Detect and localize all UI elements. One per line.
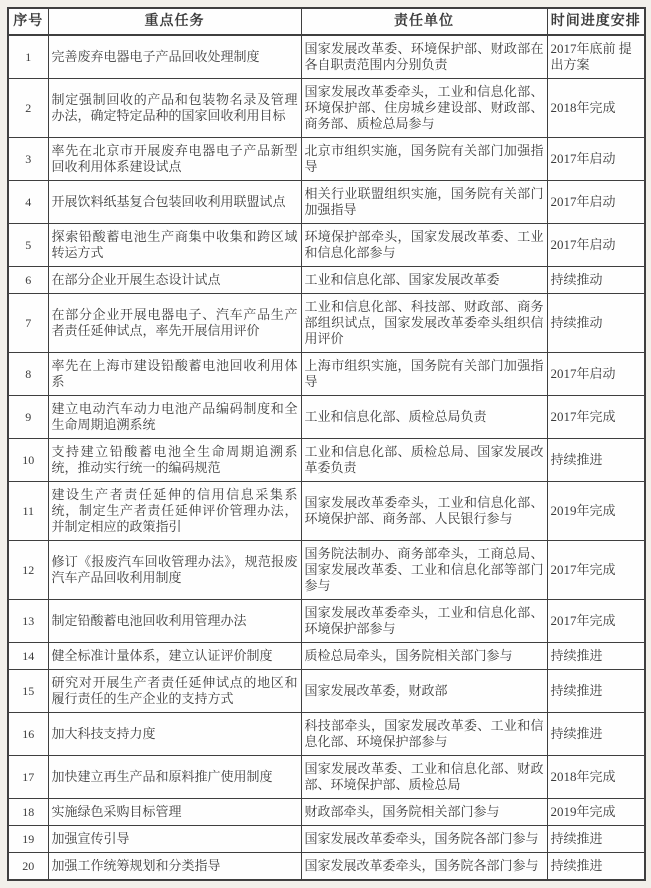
task-cell: 健全标准计量体系，建立认证评价制度 — [48, 643, 301, 670]
header-key-task: 重点任务 — [48, 8, 301, 35]
row-number-cell: 4 — [8, 181, 48, 224]
table-row — [8, 826, 645, 853]
schedule-cell: 2019年完成 — [547, 482, 645, 541]
task-cell: 研究对开展生产者责任延伸试点的地区和履行责任的生产企业的支持方式 — [48, 670, 301, 713]
unit-cell: 工业和信息化部、科技部、财政部、商务部组织试点，国家发展改革委牵头组织信用评价 — [301, 294, 547, 353]
schedule-cell: 持续推进 — [547, 826, 645, 853]
schedule-cell: 2017年完成 — [547, 541, 645, 600]
schedule-cell: 2017年启动 — [547, 224, 645, 267]
unit-cell: 相关行业联盟组织实施，国务院有关部门加强指导 — [301, 181, 547, 224]
table-row — [8, 670, 645, 713]
row-number-cell: 13 — [8, 600, 48, 643]
table-row — [8, 35, 645, 79]
schedule-cell: 2017年底前 提出方案 — [547, 35, 645, 79]
row-number-cell: 7 — [8, 294, 48, 353]
row-number-cell: 14 — [8, 643, 48, 670]
table-row — [8, 294, 645, 353]
row-number-cell: 1 — [8, 35, 48, 79]
row-number-cell: 12 — [8, 541, 48, 600]
table-row — [8, 181, 645, 224]
table-row — [8, 853, 645, 881]
unit-cell: 工业和信息化部、质检总局、国家发展改革委负责 — [301, 439, 547, 482]
schedule-cell: 2017年完成 — [547, 600, 645, 643]
key-tasks-table — [7, 7, 646, 881]
row-number-cell: 2 — [8, 79, 48, 138]
unit-cell: 环境保护部牵头，国家发展改革委、工业和信息化部参与 — [301, 224, 547, 267]
unit-cell: 质检总局牵头，国务院相关部门参与 — [301, 643, 547, 670]
table-row — [8, 267, 645, 294]
row-number-cell: 18 — [8, 799, 48, 826]
unit-cell: 工业和信息化部、质检总局负责 — [301, 396, 547, 439]
task-cell: 制定强制回收的产品和包装物名录及管理办法，确定特定品种的国家回收利用目标 — [48, 79, 301, 138]
row-number-cell: 20 — [8, 853, 48, 881]
unit-cell: 北京市组织实施，国务院有关部门加强指导 — [301, 138, 547, 181]
table-row — [8, 713, 645, 756]
schedule-cell: 2017年启动 — [547, 353, 645, 396]
task-cell: 在部分企业开展生态设计试点 — [48, 267, 301, 294]
schedule-cell: 2019年完成 — [547, 799, 645, 826]
table-row — [8, 439, 645, 482]
unit-cell: 国务院法制办、商务部牵头，工商总局、国家发展改革委、工业和信息化部等部门参与 — [301, 541, 547, 600]
task-cell: 在部分企业开展电器电子、汽车产品生产者责任延伸试点，率先开展信用评价 — [48, 294, 301, 353]
table-body — [8, 35, 645, 880]
row-number-cell: 6 — [8, 267, 48, 294]
schedule-cell: 2017年启动 — [547, 138, 645, 181]
task-cell: 制定铅酸蓄电池回收利用管理办法 — [48, 600, 301, 643]
header-serial-number: 序号 — [8, 8, 48, 35]
schedule-cell: 2017年启动 — [547, 181, 645, 224]
row-number-cell: 3 — [8, 138, 48, 181]
schedule-cell: 持续推动 — [547, 294, 645, 353]
table-row — [8, 799, 645, 826]
task-cell: 加大科技支持力度 — [48, 713, 301, 756]
unit-cell: 国家发展改革委，财政部 — [301, 670, 547, 713]
schedule-cell: 持续推进 — [547, 670, 645, 713]
table-row — [8, 756, 645, 799]
unit-cell: 国家发展改革委、环境保护部、财政部在各自职责范围内分别负责 — [301, 35, 547, 79]
table-row — [8, 224, 645, 267]
task-cell: 开展饮料纸基复合包装回收利用联盟试点 — [48, 181, 301, 224]
schedule-cell: 持续推进 — [547, 853, 645, 881]
row-number-cell: 11 — [8, 482, 48, 541]
row-number-cell: 5 — [8, 224, 48, 267]
header-time-schedule: 时间进度安排 — [547, 8, 645, 35]
unit-cell: 国家发展改革委牵头，工业和信息化部、环境保护部参与 — [301, 600, 547, 643]
task-cell: 加强工作统筹规划和分类指导 — [48, 853, 301, 881]
unit-cell: 国家发展改革委牵头，国务院各部门参与 — [301, 853, 547, 881]
unit-cell: 国家发展改革委牵头，工业和信息化部、环境保护部、商务部、人民银行参与 — [301, 482, 547, 541]
row-number-cell: 16 — [8, 713, 48, 756]
row-number-cell: 19 — [8, 826, 48, 853]
table-row — [8, 138, 645, 181]
table-row — [8, 79, 645, 138]
table-row — [8, 353, 645, 396]
row-number-cell: 10 — [8, 439, 48, 482]
table-row — [8, 541, 645, 600]
task-cell: 加强宣传引导 — [48, 826, 301, 853]
task-cell: 探索铅酸蓄电池生产商集中收集和跨区域转运方式 — [48, 224, 301, 267]
row-number-cell: 9 — [8, 396, 48, 439]
unit-cell: 国家发展改革委牵头，国务院各部门参与 — [301, 826, 547, 853]
table-row — [8, 482, 645, 541]
task-cell: 完善废弃电器电子产品回收处理制度 — [48, 35, 301, 79]
row-number-cell: 8 — [8, 353, 48, 396]
task-cell: 加快建立再生产品和原料推广使用制度 — [48, 756, 301, 799]
table-header-row — [8, 8, 645, 35]
unit-cell: 工业和信息化部、国家发展改革委 — [301, 267, 547, 294]
header-responsible-unit: 责任单位 — [301, 8, 547, 35]
schedule-cell: 持续推进 — [547, 643, 645, 670]
unit-cell: 科技部牵头，国家发展改革委、工业和信息化部、环境保护部参与 — [301, 713, 547, 756]
schedule-cell: 2017年完成 — [547, 396, 645, 439]
row-number-cell: 17 — [8, 756, 48, 799]
table-row — [8, 396, 645, 439]
task-cell: 实施绿色采购目标管理 — [48, 799, 301, 826]
unit-cell: 国家发展改革委牵头，工业和信息化部、环境保护部、住房城乡建设部、财政部、商务部、质检总局参与 — [301, 79, 547, 138]
unit-cell: 国家发展改革委、工业和信息化部、财政部、环境保护部、质检总局 — [301, 756, 547, 799]
task-cell: 建立电动汽车动力电池产品编码制度和全生命周期追溯系统 — [48, 396, 301, 439]
task-cell: 率先在上海市建设铅酸蓄电池回收利用体系 — [48, 353, 301, 396]
task-cell: 修订《报废汽车回收管理办法》，规范报废汽车产品回收利用制度 — [48, 541, 301, 600]
table-row — [8, 600, 645, 643]
row-number-cell: 15 — [8, 670, 48, 713]
table-row — [8, 643, 645, 670]
schedule-cell: 持续推进 — [547, 713, 645, 756]
schedule-cell: 持续推动 — [547, 267, 645, 294]
task-cell: 率先在北京市开展废弃电器电子产品新型回收利用体系建设试点 — [48, 138, 301, 181]
schedule-cell: 2018年完成 — [547, 756, 645, 799]
task-cell: 建设生产者责任延伸的信用信息采集系统，制定生产者责任延伸评价管理办法，并制定相应的政策指引 — [48, 482, 301, 541]
unit-cell: 上海市组织实施，国务院有关部门加强指导 — [301, 353, 547, 396]
schedule-cell: 2018年完成 — [547, 79, 645, 138]
task-cell: 支持建立铅酸蓄电池全生命周期追溯系统，推动实行统一的编码规范 — [48, 439, 301, 482]
unit-cell: 财政部牵头，国务院相关部门参与 — [301, 799, 547, 826]
schedule-cell: 持续推进 — [547, 439, 645, 482]
